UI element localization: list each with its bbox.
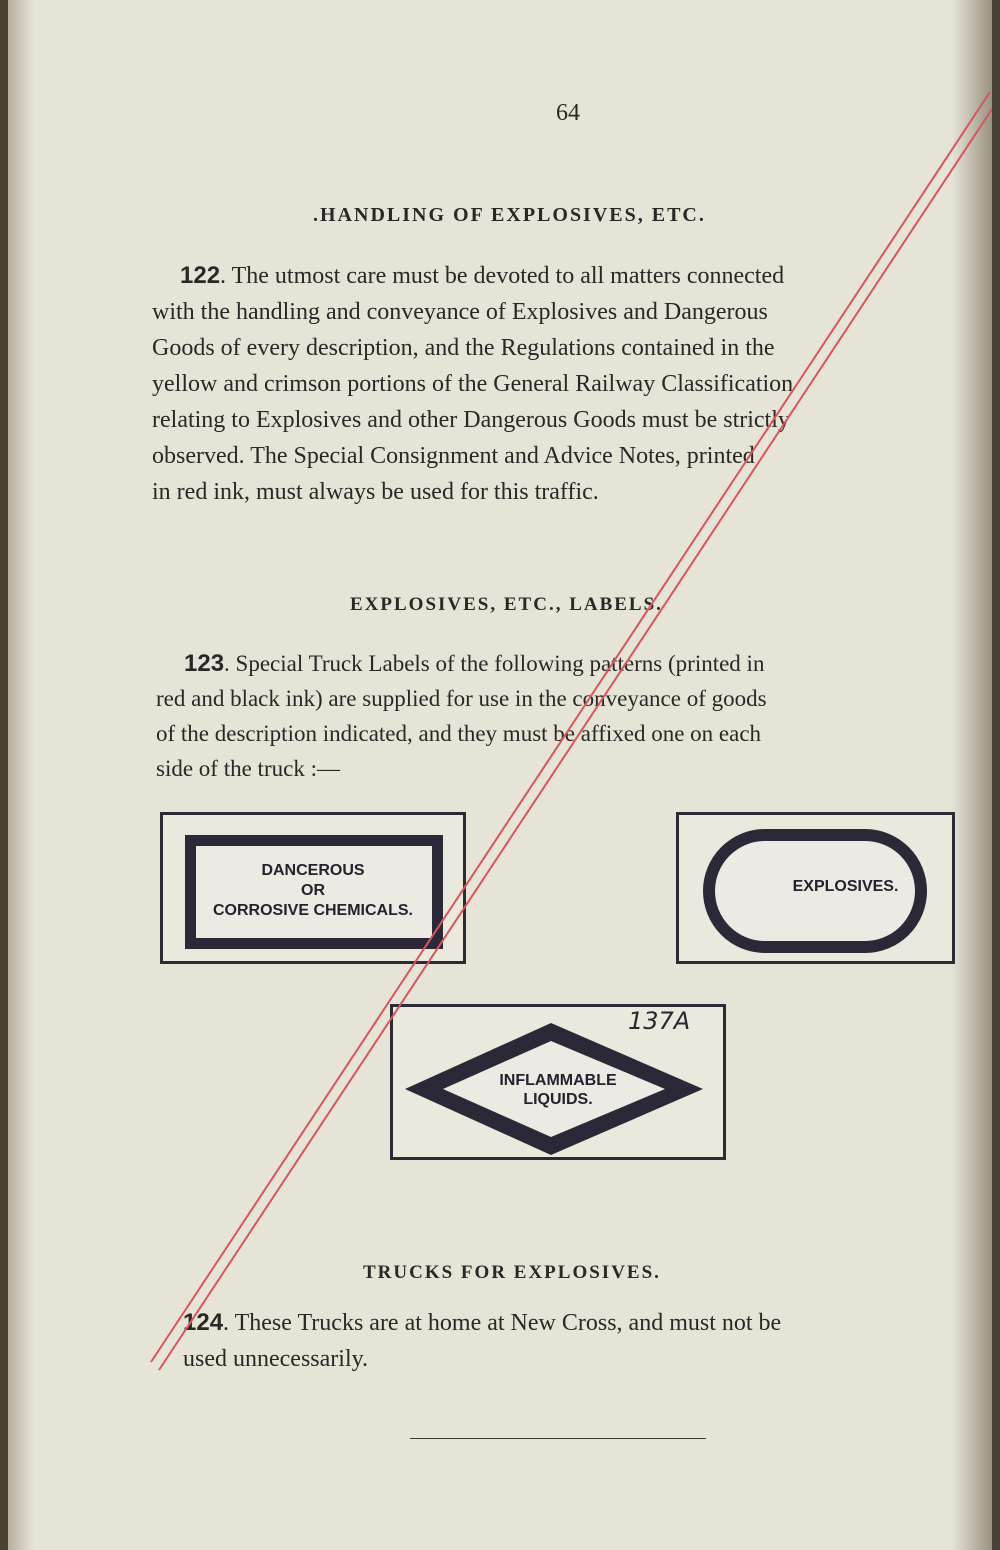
- paragraph-line: in red ink, must always be used for this traffic.: [152, 479, 599, 505]
- heading-handling-of-explosives: .HANDLING OF EXPLOSIVES, ETC.: [313, 204, 706, 226]
- paragraph-line: relating to Explosives and other Dangerous Goods must be strictly: [152, 407, 790, 433]
- paragraph-line: red and black ink) are supplied for use in the conveyance of goods: [156, 686, 767, 711]
- book-page: [8, 0, 992, 1550]
- heading-explosives-labels: EXPLOSIVES, ETC., LABELS.: [350, 594, 663, 615]
- paragraph-line: . The utmost care must be devoted to all matters connected: [220, 263, 785, 289]
- paragraph-line: . Special Truck Labels of the following patterns (printed in: [224, 651, 765, 676]
- label-text: EXPLOSIVES.: [792, 878, 899, 895]
- heading-trucks-for-explosives: TRUCKS FOR EXPLOSIVES.: [363, 1262, 661, 1283]
- paragraph-line: of the description indicated, and they must be affixed one on each: [156, 721, 762, 746]
- paragraph-line: with the handling and conveyance of Explosives and Dangerous: [152, 299, 768, 325]
- paragraph-line: observed. The Special Consignment and Advice Notes, printed: [152, 443, 755, 469]
- paragraph-line: . These Trucks are at home at New Cross, and must not be: [223, 1310, 782, 1336]
- handwritten-annotation: 137A: [628, 1007, 691, 1035]
- paragraph-number: 122: [180, 262, 221, 289]
- paragraph-number: 123: [184, 650, 225, 677]
- label-text-line: CORROSIVE CHEMICALS.: [212, 902, 413, 919]
- paragraph-number: 124: [183, 1309, 224, 1336]
- page-number: 64: [556, 100, 580, 126]
- label-text-line: INFLAMMABLE: [499, 1072, 617, 1089]
- red-strikethrough-line: [8, 0, 992, 1550]
- label-text-line: DANCEROUS: [261, 862, 365, 879]
- paragraph-line: Goods of every description, and the Regulations contained in the: [152, 335, 775, 361]
- label-text-line: OR: [301, 882, 325, 899]
- paragraph-line: yellow and crimson portions of the General Railway Classification: [152, 371, 794, 397]
- paragraph-line: side of the truck :—: [156, 756, 340, 781]
- paragraph-line: used unnecessarily.: [183, 1346, 369, 1372]
- label-text-line: LIQUIDS.: [523, 1091, 593, 1108]
